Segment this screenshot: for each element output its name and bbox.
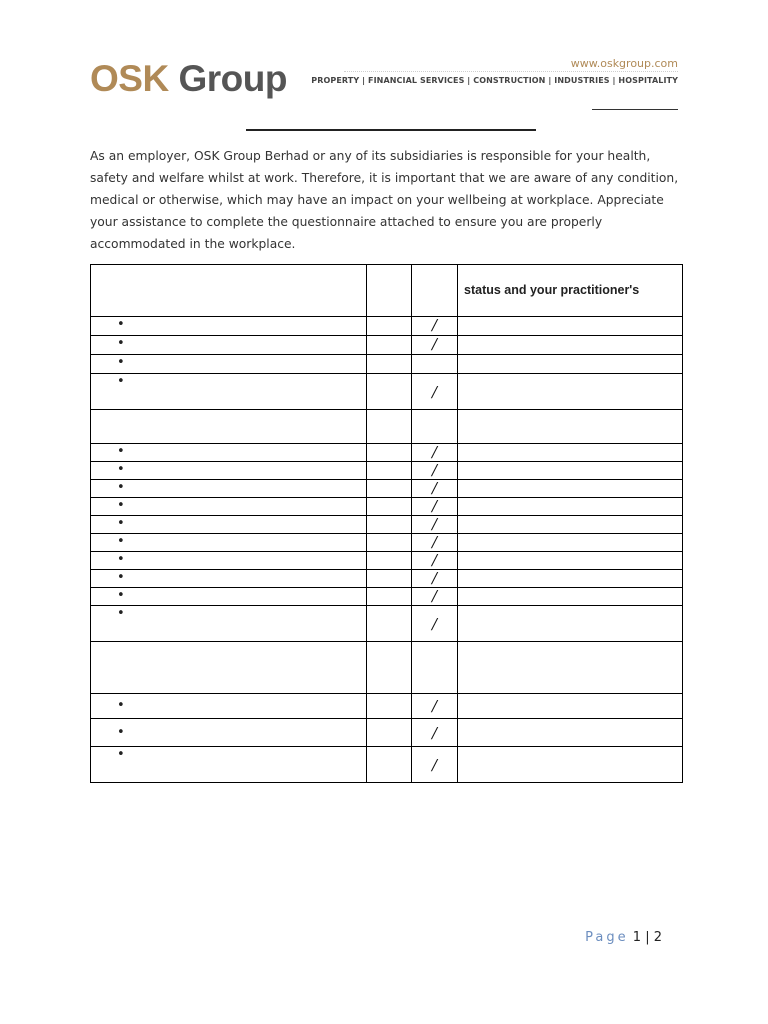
header-cell-yes [367,265,412,317]
table-row [91,570,683,588]
details-cell[interactable] [458,747,683,783]
slash-mark: / [431,479,438,497]
questionnaire-table [90,264,683,783]
slash-mark: / [431,551,438,569]
slash-mark: / [431,755,438,774]
slash-mark: / [431,614,438,633]
page-total: 2 [653,930,662,945]
answer-cell[interactable] [412,534,458,552]
bullet: • [117,317,125,332]
answer-cell[interactable] [412,317,458,336]
divisions-list: PROPERTY | FINANCIAL SERVICES | CONSTRUCTION | INDUSTRIES | HOSPITALITY [311,76,678,85]
intro-paragraph: As an employer, OSK Group Berhad or any of its subsidiaries is responsible for your health, safety and welfare whilst at work. Therefore, it is important that we are aware of any condition, medical or otherwise, which may have an impact on your wellbeing at workplace. Appreciate your assistance to complete the questionnaire attached to ensure you are properly accommodated in the workplace. [90,149,679,251]
answer-cell[interactable] [367,480,412,498]
bullet: • [117,724,125,740]
details-cell [458,642,683,694]
bullet: • [117,588,125,603]
answer-cell [367,642,412,694]
details-cell[interactable] [458,355,683,374]
answer-cell[interactable] [412,588,458,606]
bullet: • [117,336,125,351]
details-cell[interactable] [458,694,683,719]
answer-cell[interactable] [367,336,412,355]
header-cell-question [91,265,367,317]
logo-osk: OSK [90,58,169,99]
bullet: • [117,462,125,477]
header-cell-details [458,265,683,317]
table-header-row [91,265,683,317]
slash-mark: / [431,443,438,461]
details-cell[interactable] [458,588,683,606]
section-header-cell [91,642,367,694]
section-header-row [91,642,683,694]
details-cell[interactable] [458,534,683,552]
table-row [91,498,683,516]
answer-cell[interactable] [367,516,412,534]
bullet: • [117,444,125,459]
table-row [91,480,683,498]
table-row [91,694,683,719]
header-divider [344,71,678,72]
table-row [91,606,683,642]
bullet: • [117,355,125,370]
table-row [91,462,683,480]
table-row [91,317,683,336]
slash-mark: / [431,461,438,479]
answer-cell[interactable] [367,374,412,410]
answer-cell[interactable] [367,317,412,336]
bullet: • [117,552,125,567]
answer-cell[interactable] [367,444,412,462]
answer-cell[interactable] [412,462,458,480]
page-number [585,930,662,945]
table-row [91,747,683,783]
slash-mark: / [431,335,438,353]
osk-group-logo [90,58,287,100]
website-link[interactable]: www.oskgroup.com [570,57,678,70]
details-cell[interactable] [458,719,683,747]
table-row [91,444,683,462]
details-cell[interactable] [458,480,683,498]
table-row [91,516,683,534]
bullet: • [117,747,125,762]
answer-cell[interactable] [412,570,458,588]
answer-cell[interactable] [412,480,458,498]
slash-mark: / [431,587,438,605]
answer-cell[interactable] [412,606,458,642]
bullet: • [117,570,125,585]
slash-mark: / [431,569,438,587]
table-row [91,534,683,552]
details-cell[interactable] [458,552,683,570]
details-cell[interactable] [458,498,683,516]
answer-cell[interactable] [367,719,412,747]
answer-cell [367,410,412,444]
logo-group: Group [178,58,287,99]
answer-cell[interactable] [412,355,458,374]
table-row [91,355,683,374]
table-row [91,588,683,606]
answer-cell[interactable] [367,747,412,783]
answer-cell[interactable] [367,606,412,642]
bullet: • [117,374,125,389]
details-cell[interactable] [458,444,683,462]
table-row [91,374,683,410]
details-cell[interactable] [458,374,683,410]
answer-cell[interactable] [367,588,412,606]
answer-cell[interactable] [412,374,458,410]
section-header-row [91,410,683,444]
page-word: Page [585,930,629,945]
slash-mark: / [431,497,438,515]
bullet: • [117,498,125,513]
answer-cell[interactable] [412,552,458,570]
answer-cell[interactable] [412,498,458,516]
title-underline [246,129,536,131]
details-cell[interactable] [458,462,683,480]
answer-cell[interactable] [367,552,412,570]
answer-cell[interactable] [412,694,458,719]
bullet: • [117,698,125,713]
table-row [91,719,683,747]
slash-mark: / [431,316,438,334]
slash-mark: / [431,515,438,533]
answer-cell[interactable] [367,498,412,516]
slash-mark: / [431,382,438,401]
page-separator: | [645,930,650,945]
answer-cell[interactable] [412,444,458,462]
slash-mark: / [431,697,438,715]
header-cell-no [412,265,458,317]
details-cell[interactable] [458,606,683,642]
answer-cell[interactable] [367,570,412,588]
slash-mark: / [431,723,438,742]
bullet: • [117,516,125,531]
details-cell[interactable] [458,317,683,336]
answer-cell [412,410,458,444]
reference-line [592,109,678,110]
answer-cell[interactable] [367,534,412,552]
bullet: • [117,480,125,495]
bullet: • [117,534,125,549]
page-current: 1 [632,930,642,945]
answer-cell[interactable] [412,336,458,355]
table-row [91,336,683,355]
answer-cell[interactable] [412,747,458,783]
answer-cell[interactable] [412,719,458,747]
table-row [91,552,683,570]
details-cell[interactable] [458,570,683,588]
bullet: • [117,606,125,621]
answer-cell [412,642,458,694]
details-cell [458,410,683,444]
answer-cell[interactable] [367,694,412,719]
answer-cell[interactable] [367,462,412,480]
header-details-label: status and your practitioner's [464,283,640,297]
answer-cell[interactable] [412,516,458,534]
details-cell[interactable] [458,516,683,534]
answer-cell[interactable] [367,355,412,374]
details-cell[interactable] [458,336,683,355]
slash-mark: / [431,533,438,551]
section-header-cell [91,410,367,444]
